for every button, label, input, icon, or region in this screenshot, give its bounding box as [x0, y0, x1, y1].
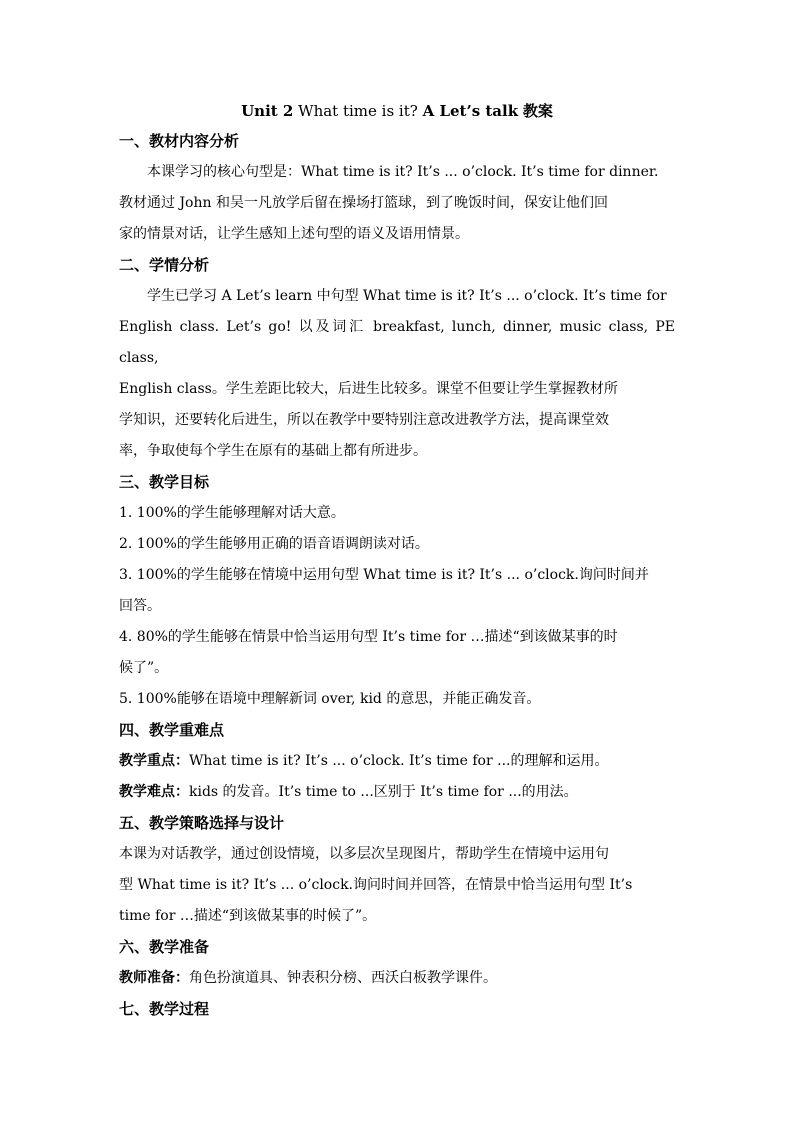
section-2-line-1: 学生已学习 A Let’s learn 中句型 What time is it? It’s ... o’clock. It’s time for: [147, 288, 667, 304]
objective-line-4: 4. 80%的学生能够在情景中恰当运用句型 It’s time for …描述“到该做某事的时: [119, 629, 618, 645]
section-heading-1: 一、教材内容分析: [119, 132, 240, 150]
section-2-line-3: English class。学生差距比较大，后进生比较多。课堂不但要让学生掌握教材所: [119, 381, 618, 397]
title-zh: 教案: [522, 102, 553, 120]
teacher-preparation-text: 角色扮演道具、钟表积分榜、西沃白板教学课件。: [189, 970, 497, 986]
teaching-focus-label: 教学重点：: [119, 753, 189, 769]
section-1-line-1: 本课学习的核心句型是：What time is it? It’s ... o’clock. It’s time for dinner.: [147, 164, 659, 180]
section-5-line-2: 型 What time is it? It’s ... o’clock.询问时间并回答，在情景中恰当运用句型 It’s: [119, 877, 633, 893]
section-heading-2: 二、学情分析: [119, 256, 210, 274]
section-1-line-3: 家的情景对话，让学生感知上述句型的语义及语用情景。: [119, 226, 469, 242]
section-2-line-4: 学知识，还要转化后进生，所以在教学中要特别注意改进教学方法，提高课堂效: [119, 412, 609, 428]
teaching-difficulty-label: 教学难点：: [119, 784, 189, 800]
section-2-line-5: 率，争取使每个学生在原有的基础上都有所进步。: [119, 443, 427, 459]
teacher-preparation: [119, 963, 675, 994]
teaching-difficulty-text: kids 的发音。It’s time to ...区别于 It’s time for ...的用法。: [189, 784, 578, 800]
objective-line-2: 2. 100%的学生能够用正确的语音语调朗读对话。: [119, 536, 429, 552]
title-lesson: A Let’s talk: [422, 102, 519, 120]
section-heading-7: 七、教学过程: [119, 1000, 210, 1018]
title-unit: Unit 2: [241, 102, 294, 120]
teaching-focus-text: What time is it? It’s ... o’clock. It’s time for ...的理解和运用。: [189, 753, 609, 769]
section-heading-4: 四、教学重难点: [119, 721, 225, 739]
section-heading-6: 六、教学准备: [119, 938, 210, 956]
objective-line-1: 1. 100%的学生能够理解对话大意。: [119, 505, 345, 521]
teaching-focus: [119, 746, 675, 777]
section-5-line-3: time for …描述“到该做某事的时候了”。: [119, 908, 377, 924]
objective-line-3: 3. 100%的学生能够在情境中运用句型 What time is it? It’s ... o’clock.询问时间并: [119, 567, 649, 583]
section-1-line-2: 教材通过 John 和吴一凡放学后留在操场打篮球，到了晚饭时间，保安让他们回: [119, 195, 608, 211]
objective-line-5: 5. 100%能够在语境中理解新词 over, kid 的意思，并能正确发音。: [119, 691, 541, 707]
teacher-preparation-label: 教师准备：: [119, 970, 189, 986]
teaching-difficulty: [119, 777, 675, 808]
section-heading-3: 三、教学目标: [119, 473, 210, 491]
objective-line-4-cont: 候了”。: [119, 660, 169, 676]
section-heading-5: 五、教学策略选择与设计: [119, 814, 285, 832]
document-page: [119, 96, 675, 1025]
document-title: [119, 96, 675, 126]
objective-line-3-cont: 回答。: [119, 598, 161, 614]
section-5-line-1: 本课为对话教学，通过创设情境，以多层次呈现图片，帮助学生在情境中运用句: [119, 846, 609, 862]
title-question: What time is it?: [298, 102, 418, 120]
section-2-line-2: English class. Let’s go! 以及词汇 breakfast, lunch, dinner, music class, PE class,: [119, 319, 675, 366]
